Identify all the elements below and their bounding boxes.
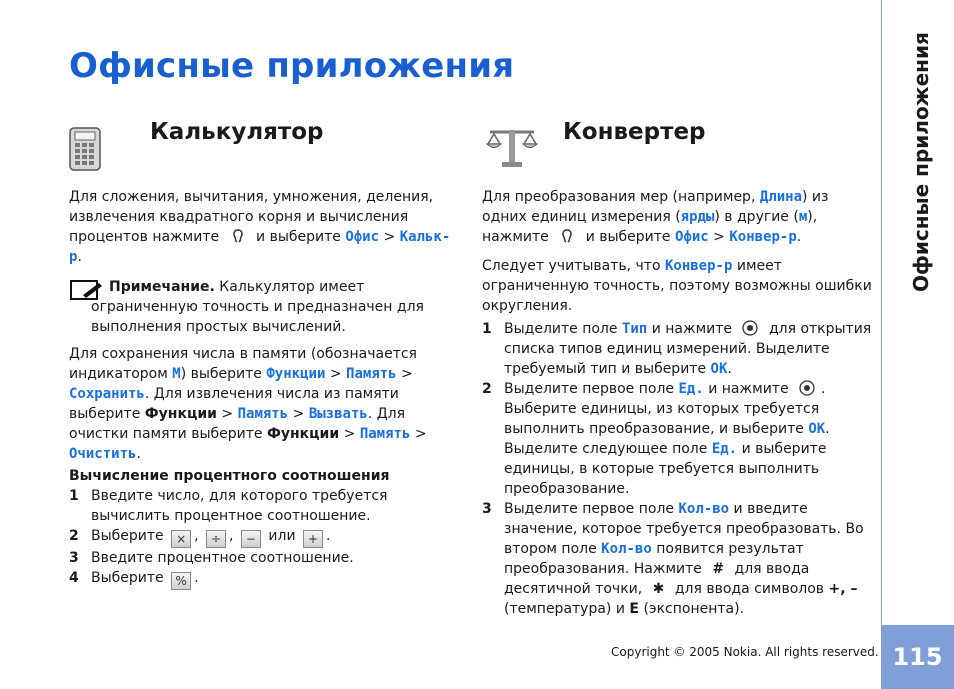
calc-paragraph-1: Для сложения, вычитания, умножения, деления, извлечения квадратного корня и вычисления процентов нажмите и выберите Офис > Кальк-р. (69, 189, 451, 265)
conv-step-2: 2 Выделите первое поле Ед. и нажмите . Выберите единицы, из которых требуется выполнить преобразование, и выберите OK. Выделите следующее поле Ед. и выберите единицы, в которые требуется выполнить преобразование. (482, 381, 830, 497)
percent-icon: % (171, 572, 191, 590)
star-key-icon: ✱ (652, 581, 665, 597)
step-2: 2 Выберите × , ÷ , − или + . (69, 528, 331, 546)
step-3: 3 Введите процентное соотношение. (69, 550, 354, 566)
multiply-icon: × (171, 530, 191, 548)
percent-heading: Вычисление процентного соотношения (69, 468, 390, 484)
menu-key-icon (558, 228, 576, 244)
conv-step-3: 3 Выделите первое поле Кол-во и введите значение, которое требуется преобразовать. Во втором поле Кол-во появится результат преобразования. Нажмите # для ввода десятичной точки, ✱ для ввода символов +, – (температура) и E (экспонента). (482, 501, 864, 617)
note-icon (69, 279, 103, 301)
converter-column (482, 187, 874, 619)
conv-paragraph-2: Следует учитывать, что Конвер-р имеет ограниченную точность, поэтому возможны ошибки округления. (482, 258, 872, 314)
step-4: 4 Выберите % . (69, 570, 199, 588)
joystick-icon (741, 320, 759, 336)
converter-heading: Конвертер (563, 119, 706, 145)
link-calculator: Кальк-р (69, 229, 451, 265)
calc-paragraph-2: Для сохранения числа в памяти (обозначается индикатором M) выберите Функции > Память > Сохранить. Для извлечения числа из памяти выберите Функции > Память > Вызвать. Для очистки памяти выберите Функции > Память > Очистить. (69, 346, 427, 462)
conv-step-1: 1 Выделите поле Тип и нажмите для открытия списка типов единиц измерений. Выделите требуемый тип и выберите OK. (482, 321, 872, 377)
note-block: Примечание. Калькулятор имеет ограниченную точность и предназначен для выполнения простых вычислений. (69, 277, 459, 337)
calculator-icon (69, 127, 101, 171)
plus-icon: + (303, 530, 323, 548)
calculator-column (69, 187, 459, 590)
menu-key-icon (229, 228, 247, 244)
step-1: 1 Введите число, для которого требуется вычислить процентное соотношение. (69, 488, 388, 524)
hash-key-icon: # (712, 561, 725, 577)
calculator-heading: Калькулятор (150, 119, 324, 145)
joystick-icon (798, 380, 816, 396)
page-title: Офисные приложения (69, 46, 515, 86)
page-number: 115 (881, 625, 954, 689)
minus-icon: − (241, 530, 261, 548)
copyright: Copyright © 2005 Nokia. All rights reserved. (611, 645, 879, 659)
side-title: Офисные приложения (909, 32, 933, 292)
conv-paragraph-1: Для преобразования мер (например, Длина) из одних единиц измерения (ярды) в другие (м), нажмите и выберите Офис > Конвер-р. (482, 189, 829, 245)
link-office: Офис (345, 229, 380, 245)
scales-icon (484, 124, 540, 170)
divide-icon: ÷ (206, 530, 226, 548)
